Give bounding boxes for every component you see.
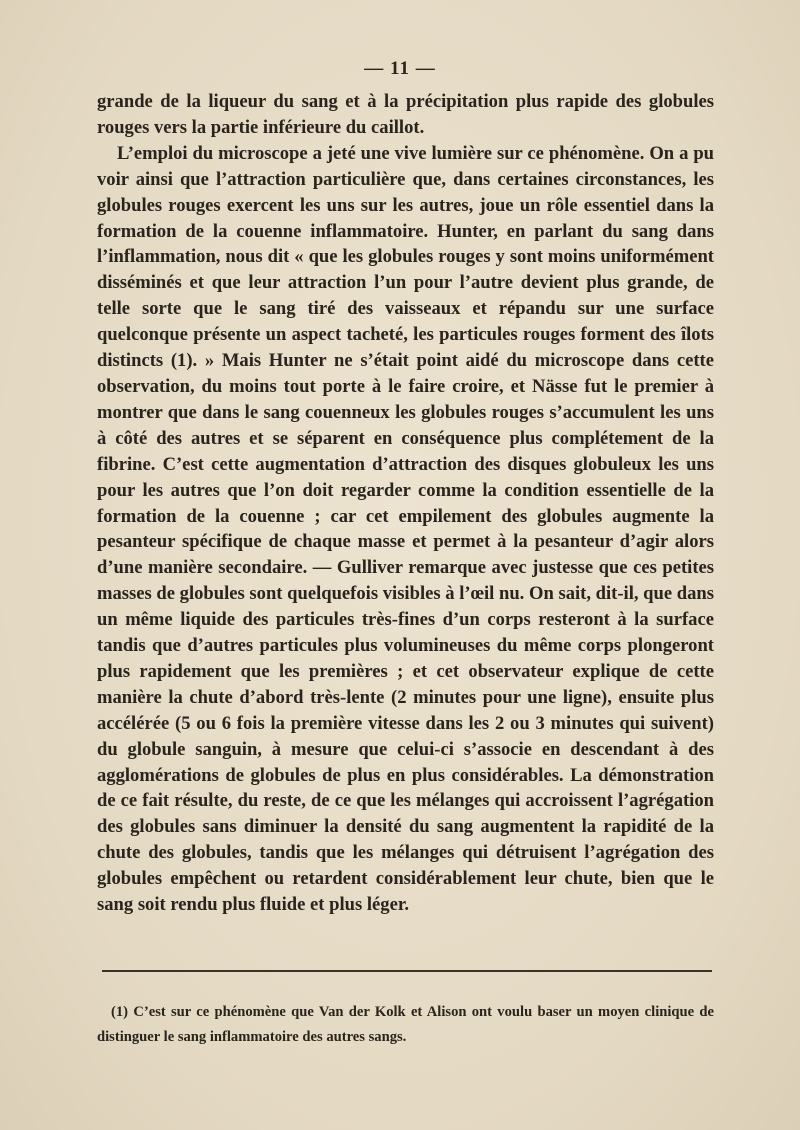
footnote-divider <box>102 970 712 972</box>
footnote <box>97 1000 714 1050</box>
footnote-text: C’est sur ce phénomène que Van der Kolk et Alison ont voulu baser un moyen clinique de distinguer le sang inflammatoire des autres sangs. <box>97 1004 714 1045</box>
paragraph-continuation: grande de la liqueur du sang et à la précipitation plus rapide des globules rouges vers la partie inférieure du caillot. <box>97 91 714 138</box>
page-number: — 11 — <box>364 58 436 79</box>
main-text <box>97 89 714 918</box>
footnote-marker: (1) <box>111 1004 129 1020</box>
paragraph-microscope: L’emploi du microscope a jeté une vive lumière sur ce phénomène. On a pu voir ainsi que l’attraction particulière que, dans certaines circonstances, les globules rouges exercent les uns sur les autres, joue un rôle essentiel dans la formation de la couenne inflammatoire. Hunter, en parlant du sang dans l’inflammation, nous dit « que les globules rouges y sont moins uniformément disséminés et que leur attraction l’un pour l’autre devient plus grande, de telle sorte que le sang tiré des vaisseaux et répandu sur une surface quelconque présente un aspect tacheté, les particules rouges forment des îlots distincts (1). » Mais Hunter ne s’était point aidé du microscope dans cette observation, du moins tout porte à le faire croire, et Nässe fut le premier à montrer que dans le sang couenneux les globules rouges s’accumulent les uns à côté des autres et se séparent en conséquence plus complétement de la fibrine. C’est cette augmentation d’attraction des disques globuleux les uns pour les autres que l’on doit regarder comme la condition essentielle de la formation de la couenne ; car cet empilement des globules augmente la pesanteur spécifique de chaque masse et permet à la pesanteur d’agir alors d’une manière secondaire. — Gulliver remarque avec justesse que ces petites masses de globules sont quelquefois visibles à l’œil nu. On sait, dit-il, que dans un même liquide des particules très-fines d’un corps resteront à la surface tandis que d’autres particules plus volumineuses du même corps plongeront plus rapidement que les premières ; et cet observateur explique de cette manière la chute d’abord très-lente (2 minutes pour une ligne), ensuite plus accélérée (5 ou 6 fois la première vitesse dans les 2 ou 3 minutes qui suivent) du globule sanguin, à mesure que celui-ci s’associe en descendant à des agglomérations de globules de plus en plus considérables. La démonstration de ce fait résulte, du reste, de ce que les mélanges qui accroissent l’agrégation des globules sans diminuer la densité du sang augmentent la rapidité de la chute des globules, tandis que les mélanges qui détruisent l’agrégation des globules empêchent ou retardent considérablement leur chute, bien que le sang soit rendu plus fluide et plus léger. <box>97 142 714 916</box>
